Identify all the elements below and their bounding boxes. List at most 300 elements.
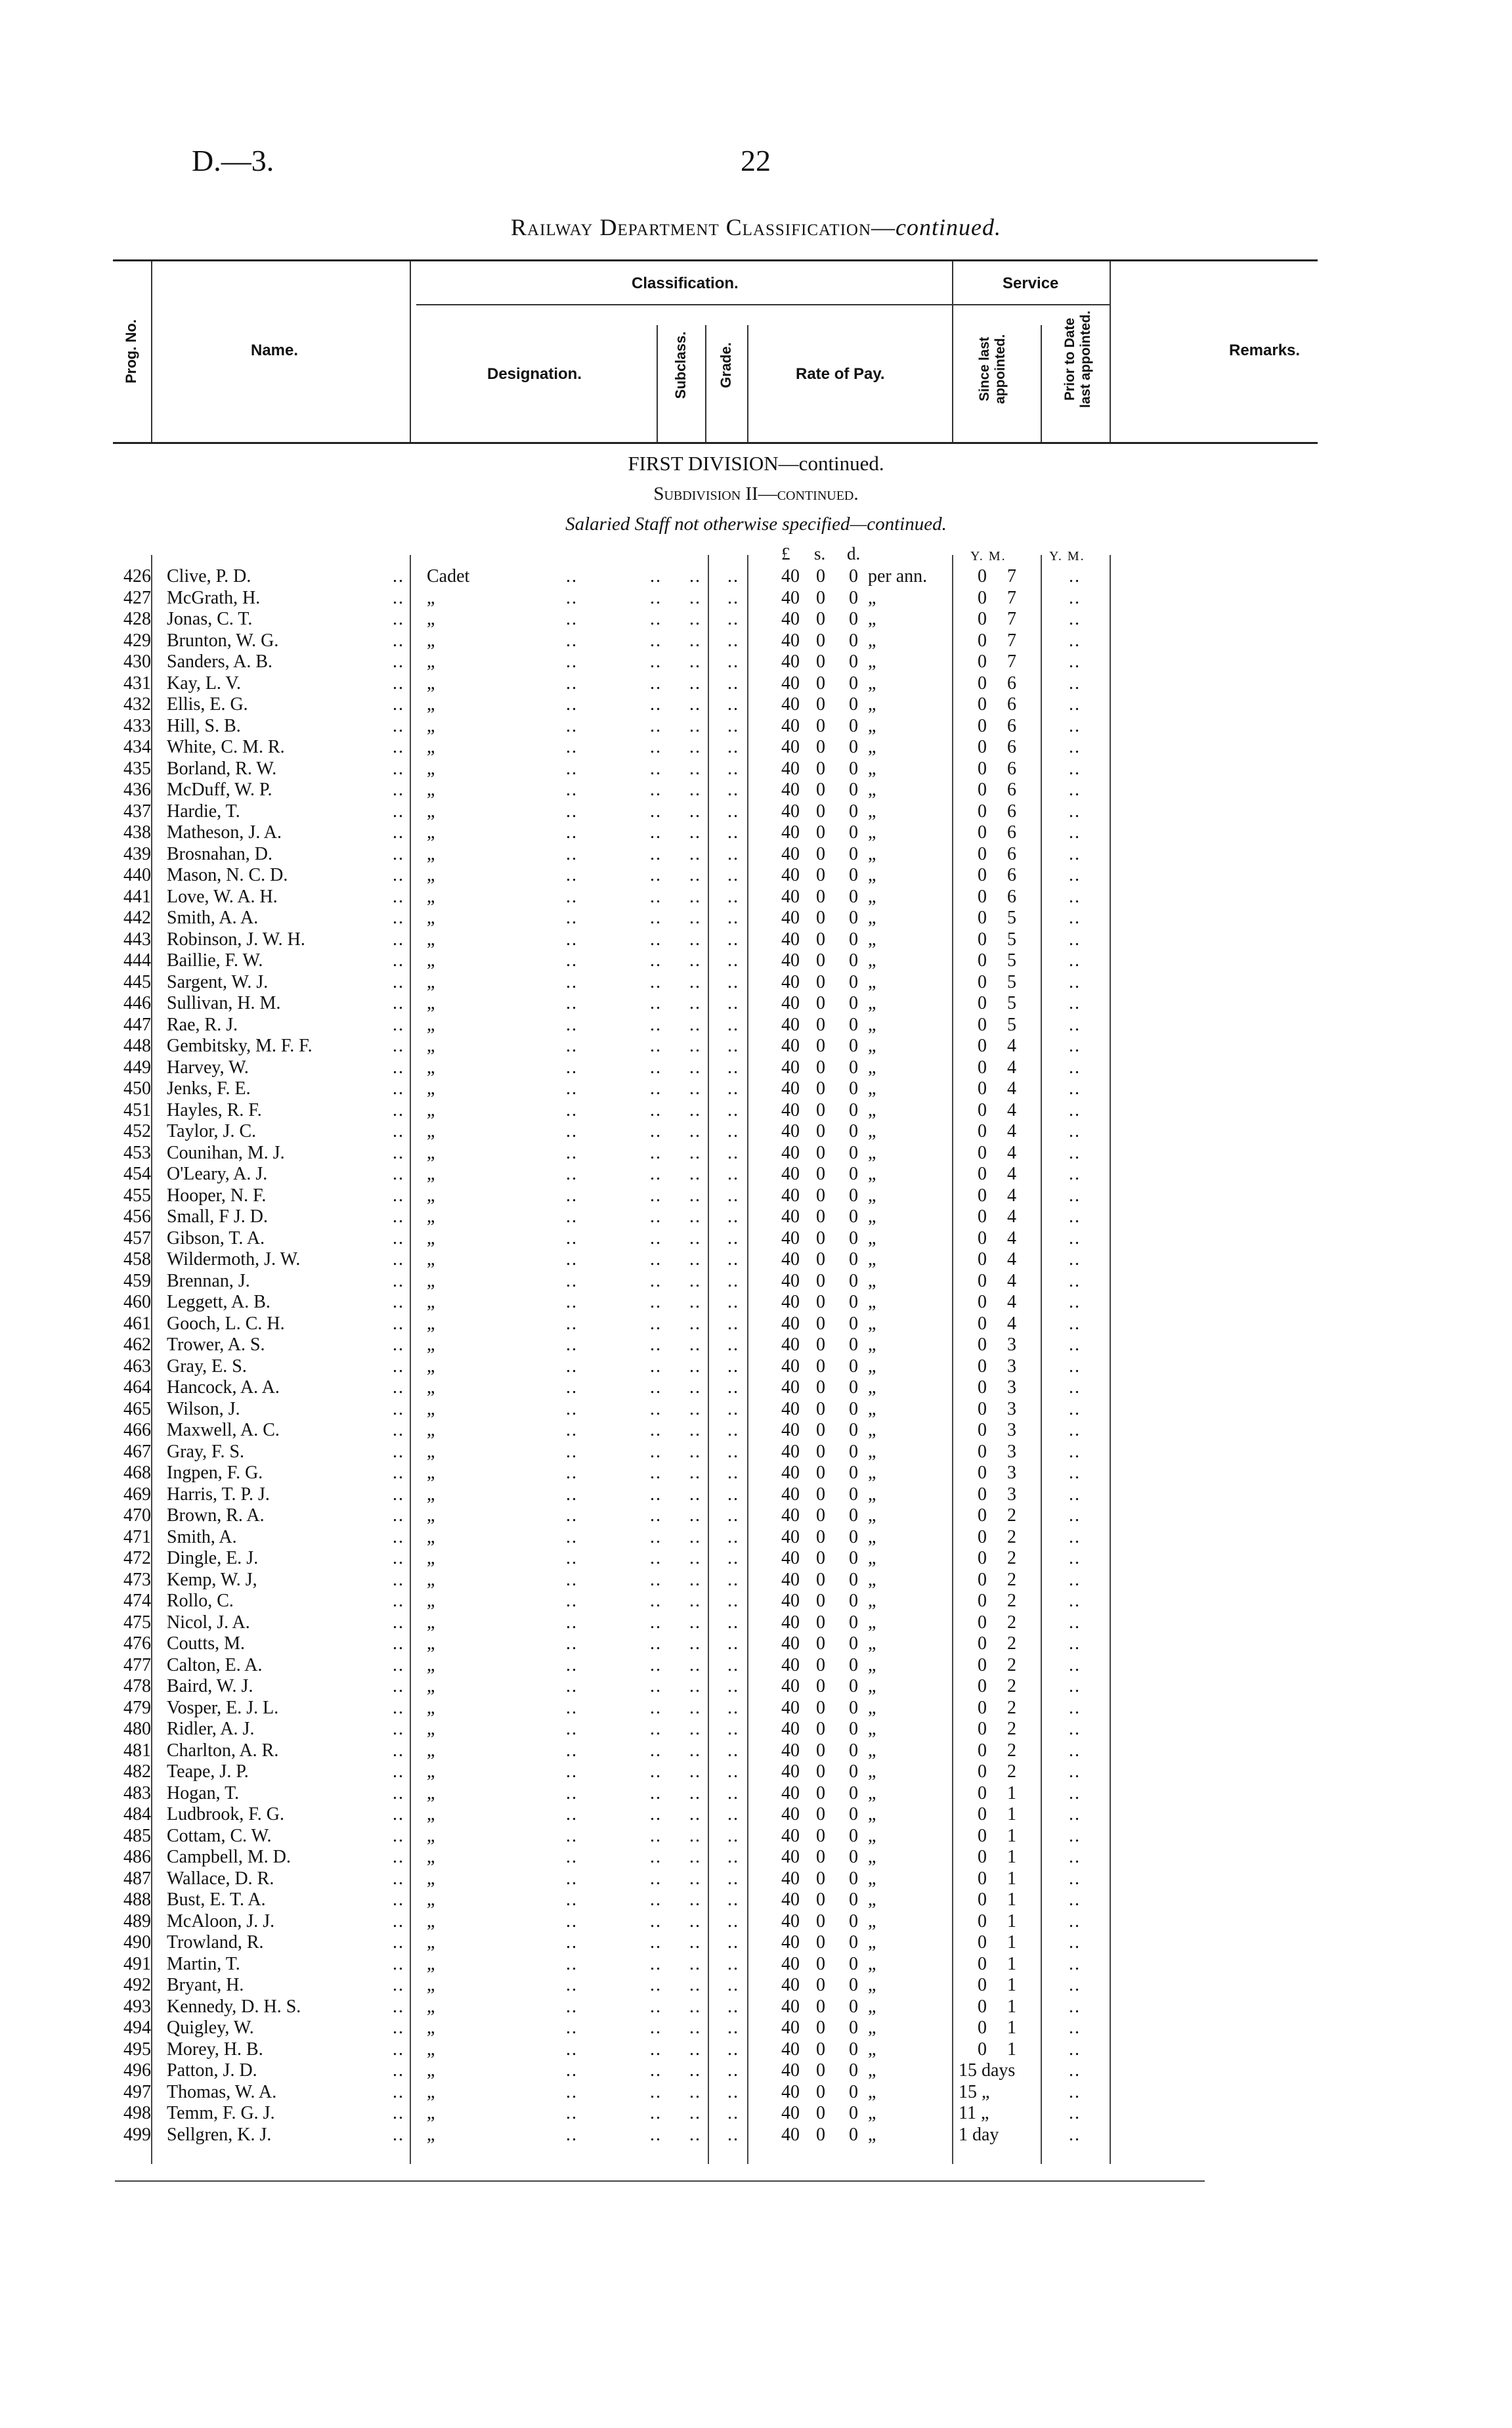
pay-ditto: „	[868, 865, 876, 885]
service-years: 0	[978, 609, 987, 629]
grade-cell: ..	[727, 1227, 739, 1248]
leader-dots: ..	[393, 971, 404, 992]
pay-ditto: „	[868, 2039, 876, 2060]
service-years: 0	[978, 1526, 987, 1547]
designation: „	[427, 1825, 435, 1846]
pay-pence: 0	[849, 1270, 858, 1291]
prior-service: ..	[1069, 2039, 1081, 2060]
subclass-cell: ..	[689, 1975, 701, 1995]
service-years: 0	[978, 1569, 987, 1590]
designation: „	[427, 801, 435, 822]
service-years: 0	[978, 1847, 987, 1867]
pay-shillings: 0	[816, 1099, 825, 1120]
service-years: 0	[978, 1654, 987, 1675]
leader-dots: ..	[393, 1761, 404, 1782]
designation: „	[427, 1057, 435, 1078]
staff-name: Kemp, W. J,	[167, 1569, 257, 1590]
service-months: 5	[1007, 993, 1016, 1013]
prior-service: ..	[1069, 1206, 1081, 1227]
service-years: 0	[978, 1953, 987, 1974]
subclass-cell: ..	[689, 993, 701, 1013]
grade-cell: ..	[727, 1953, 739, 1974]
leader-dots: ..	[650, 1078, 662, 1099]
grade-cell: ..	[727, 1761, 739, 1782]
prog-no: 455	[123, 1185, 151, 1206]
prior-service: ..	[1069, 2103, 1081, 2123]
pay-ditto: „	[868, 1142, 876, 1163]
subclass-cell: ..	[689, 630, 701, 651]
table-row	[0, 1292, 1512, 1313]
prior-service: ..	[1069, 1719, 1081, 1739]
staff-name: Nicol, J. A.	[167, 1612, 250, 1633]
staff-name: Campbell, M. D.	[167, 1847, 291, 1867]
pay-pounds: 40	[781, 929, 800, 950]
pay-pence: 0	[849, 1227, 858, 1248]
pay-shillings: 0	[816, 1804, 825, 1824]
staff-name: Patton, J. D.	[167, 2060, 257, 2081]
pay-pounds: 40	[781, 1633, 800, 1654]
pay-pence: 0	[849, 1612, 858, 1633]
leader-dots: ..	[566, 950, 578, 971]
prior-service: ..	[1069, 1078, 1081, 1099]
designation: „	[427, 1078, 435, 1099]
staff-name: Ridler, A. J.	[167, 1719, 255, 1739]
prior-service: ..	[1069, 1889, 1081, 1910]
grade-cell: ..	[727, 865, 739, 885]
service-months: 6	[1007, 886, 1016, 907]
pay-pounds: 40	[781, 1356, 800, 1377]
service-years: 0	[978, 908, 987, 928]
pay-pence: 0	[849, 1953, 858, 1974]
grade-cell: ..	[727, 1185, 739, 1206]
grade-cell: ..	[727, 609, 739, 629]
leader-dots: ..	[650, 715, 662, 736]
pay-pounds: 40	[781, 715, 800, 736]
leader-dots: ..	[650, 1249, 662, 1269]
pay-pence: 0	[849, 2039, 858, 2060]
designation: „	[427, 1633, 435, 1654]
prior-service: ..	[1069, 1249, 1081, 1269]
pay-ditto: „	[868, 1996, 876, 2017]
staff-name: Gray, E. S.	[167, 1356, 247, 1377]
pay-pence: 0	[849, 843, 858, 864]
service-years: 0	[978, 2039, 987, 2060]
leader-dots: ..	[650, 1356, 662, 1377]
pay-shillings: 0	[816, 1142, 825, 1163]
table-row	[0, 1975, 1512, 1997]
designation: „	[427, 1569, 435, 1590]
pay-pounds: 40	[781, 1825, 800, 1846]
table-row	[0, 651, 1512, 673]
pay-ditto: „	[868, 737, 876, 757]
pay-pounds: 40	[781, 993, 800, 1013]
leader-dots: ..	[393, 1953, 404, 1974]
leader-dots: ..	[566, 1612, 578, 1633]
table-row	[0, 1463, 1512, 1484]
pay-pence: 0	[849, 2124, 858, 2145]
designation: „	[427, 1313, 435, 1334]
pay-shillings: 0	[816, 1569, 825, 1590]
pay-pounds: 40	[781, 1335, 800, 1355]
service-years: 0	[978, 971, 987, 992]
remarks-header: Remarks.	[1229, 342, 1301, 359]
grade-cell: ..	[727, 1868, 739, 1889]
leader-dots: ..	[650, 1996, 662, 2017]
leader-dots: ..	[566, 1676, 578, 1696]
subclass-cell: ..	[689, 822, 701, 843]
service-years: 0	[978, 673, 987, 694]
pay-shillings: 0	[816, 2018, 825, 2038]
grade-cell: ..	[727, 1057, 739, 1078]
prior-service: ..	[1069, 737, 1081, 757]
subclass-cell: ..	[689, 1591, 701, 1611]
service-days: 15 days	[959, 2060, 1016, 2081]
prior-service: ..	[1069, 1953, 1081, 1974]
leader-dots: ..	[393, 822, 404, 843]
pay-pounds: 40	[781, 1441, 800, 1462]
table-row	[0, 844, 1512, 866]
leader-dots: ..	[393, 1441, 404, 1462]
service-years: 0	[978, 801, 987, 822]
leader-dots: ..	[566, 1932, 578, 1953]
designation: „	[427, 1164, 435, 1184]
prior-service: ..	[1069, 758, 1081, 779]
pay-shillings: 0	[816, 715, 825, 736]
service-years: 0	[978, 1249, 987, 1269]
prior-service: ..	[1069, 780, 1081, 800]
leader-dots: ..	[393, 1612, 404, 1633]
grade-cell: ..	[727, 1697, 739, 1718]
prior-service: ..	[1069, 1782, 1081, 1803]
prior-service: ..	[1069, 1804, 1081, 1824]
leader-dots: ..	[393, 715, 404, 736]
grade-cell: ..	[727, 1249, 739, 1269]
pay-pence: 0	[849, 651, 858, 672]
prior-service: ..	[1069, 929, 1081, 950]
leader-dots: ..	[393, 1889, 404, 1910]
prog-no: 443	[123, 929, 151, 950]
leader-dots: ..	[650, 1505, 662, 1526]
pay-shillings: 0	[816, 1825, 825, 1846]
service-years: 0	[978, 843, 987, 864]
subclass-cell: ..	[689, 2018, 701, 2038]
leader-dots: ..	[566, 2039, 578, 2060]
subclass-cell: ..	[689, 2103, 701, 2123]
grade-cell: ..	[727, 737, 739, 757]
service-years: 0	[978, 1975, 987, 1995]
service-years: 0	[978, 1463, 987, 1483]
pay-ditto: „	[868, 1740, 876, 1761]
prior-service: ..	[1069, 566, 1081, 586]
designation: „	[427, 1697, 435, 1718]
service-years: 0	[978, 1036, 987, 1056]
leader-dots: ..	[566, 886, 578, 907]
staff-name: Ingpen, F. G.	[167, 1463, 263, 1483]
pay-pence: 0	[849, 886, 858, 907]
subclass-cell: ..	[689, 1740, 701, 1761]
pay-pounds: 40	[781, 1654, 800, 1675]
service-years: 0	[978, 737, 987, 757]
leader-dots: ..	[650, 1185, 662, 1206]
pay-shillings: 0	[816, 865, 825, 885]
subclass-cell: ..	[689, 1996, 701, 2017]
title-continued: continued.	[896, 214, 1001, 240]
leader-dots: ..	[650, 1463, 662, 1483]
service-months: 2	[1007, 1654, 1016, 1675]
designation: „	[427, 993, 435, 1013]
leader-dots: ..	[393, 1227, 404, 1248]
service-months: 6	[1007, 673, 1016, 694]
prog-no: 448	[123, 1036, 151, 1056]
leader-dots: ..	[566, 801, 578, 822]
table-row	[0, 566, 1512, 588]
pay-pence: 0	[849, 609, 858, 629]
grade-cell: ..	[727, 694, 739, 715]
leader-dots: ..	[650, 1719, 662, 1739]
table-row	[0, 1036, 1512, 1057]
designation: „	[427, 1782, 435, 1803]
prog-no: 463	[123, 1356, 151, 1377]
pay-pence: 0	[849, 1868, 858, 1889]
leader-dots: ..	[650, 1484, 662, 1505]
leader-dots: ..	[650, 587, 662, 608]
grade-cell: ..	[727, 1548, 739, 1568]
service-months: 4	[1007, 1164, 1016, 1184]
leader-dots: ..	[393, 1036, 404, 1056]
leader-dots: ..	[650, 1398, 662, 1419]
pay-pence: 0	[849, 673, 858, 694]
leader-dots: ..	[650, 1676, 662, 1696]
leader-dots: ..	[393, 929, 404, 950]
pay-ditto: „	[868, 1591, 876, 1611]
pay-pounds: 40	[781, 1036, 800, 1056]
service-months: 1	[1007, 1782, 1016, 1803]
unit-pounds: £	[781, 544, 790, 563]
staff-name: Robinson, J. W. H.	[167, 929, 305, 950]
prog-no: 496	[123, 2060, 151, 2081]
service-years: 0	[978, 1185, 987, 1206]
prog-no: 478	[123, 1676, 151, 1696]
service-months: 1	[1007, 2039, 1016, 2060]
service-months: 1	[1007, 1847, 1016, 1867]
pay-pence: 0	[849, 971, 858, 992]
pay-pence: 0	[849, 630, 858, 651]
pay-pence: 0	[849, 950, 858, 971]
leader-dots: ..	[393, 609, 404, 629]
leader-dots: ..	[650, 630, 662, 651]
pay-ditto: „	[868, 1249, 876, 1269]
grade-cell: ..	[727, 1804, 739, 1824]
leader-dots: ..	[566, 1697, 578, 1718]
unit-pence: d.	[847, 544, 861, 563]
prior-service: ..	[1069, 1910, 1081, 1931]
prog-no: 459	[123, 1270, 151, 1291]
prog-no: 487	[123, 1868, 151, 1889]
pay-ditto: „	[868, 780, 876, 800]
table-row	[0, 1335, 1512, 1356]
table-row	[0, 1761, 1512, 1783]
pay-ditto: „	[868, 993, 876, 1013]
pay-shillings: 0	[816, 971, 825, 992]
leader-dots: ..	[566, 1185, 578, 1206]
prior-service: ..	[1069, 865, 1081, 885]
staff-name: O'Leary, A. J.	[167, 1164, 268, 1184]
table-row	[0, 1740, 1512, 1762]
table-row	[0, 780, 1512, 801]
leader-dots: ..	[566, 1591, 578, 1611]
service-years: 0	[978, 1889, 987, 1910]
service-years: 0	[978, 1292, 987, 1312]
pay-pence: 0	[849, 1782, 858, 1803]
pay-shillings: 0	[816, 1227, 825, 1248]
leader-dots: ..	[566, 566, 578, 586]
leader-dots: ..	[393, 673, 404, 694]
grade-cell: ..	[727, 1591, 739, 1611]
leader-dots: ..	[650, 694, 662, 715]
leader-dots: ..	[566, 1526, 578, 1547]
pay-ditto: „	[868, 758, 876, 779]
leader-dots: ..	[650, 1377, 662, 1398]
designation: „	[427, 1014, 435, 1035]
service-months: 2	[1007, 1526, 1016, 1547]
designation: „	[427, 1868, 435, 1889]
prior-service: ..	[1069, 694, 1081, 715]
subclass-cell: ..	[689, 1206, 701, 1227]
prior-service: ..	[1069, 651, 1081, 672]
pay-shillings: 0	[816, 1484, 825, 1505]
prior-service: ..	[1069, 1526, 1081, 1547]
prog-no: 442	[123, 908, 151, 928]
unit-ym-since: Y. M.	[970, 549, 1006, 563]
leader-dots: ..	[393, 1910, 404, 1931]
subclass-cell: ..	[689, 780, 701, 800]
leader-dots: ..	[393, 1825, 404, 1846]
staff-name: Taylor, J. C.	[167, 1121, 257, 1141]
designation: „	[427, 737, 435, 757]
pay-pounds: 40	[781, 1591, 800, 1611]
prior-service: ..	[1069, 1825, 1081, 1846]
col-divider	[747, 325, 748, 442]
leader-dots: ..	[650, 886, 662, 907]
leader-dots: ..	[393, 1740, 404, 1761]
leader-dots: ..	[393, 1719, 404, 1739]
designation: „	[427, 1121, 435, 1141]
staff-name: Counihan, M. J.	[167, 1142, 285, 1163]
prior-service: ..	[1069, 587, 1081, 608]
leader-dots: ..	[393, 1804, 404, 1824]
leader-dots: ..	[393, 2103, 404, 2123]
service-months: 1	[1007, 1804, 1016, 1824]
pay-pence: 0	[849, 1185, 858, 1206]
leader-dots: ..	[650, 1761, 662, 1782]
staff-name: McAloon, J. J.	[167, 1910, 275, 1931]
leader-dots: ..	[393, 630, 404, 651]
staff-name: Mason, N. C. D.	[167, 865, 288, 885]
pay-ditto: „	[868, 1505, 876, 1526]
staff-heading: Salaried Staff not otherwise specified—continued.	[565, 514, 947, 535]
staff-name: Ellis, E. G.	[167, 694, 248, 715]
prior-service: ..	[1069, 886, 1081, 907]
designation-header: Designation.	[487, 365, 582, 383]
service-years: 0	[978, 566, 987, 586]
pay-shillings: 0	[816, 780, 825, 800]
leader-dots: ..	[566, 971, 578, 992]
prior-service: ..	[1069, 1633, 1081, 1654]
pay-ditto: „	[868, 1036, 876, 1056]
staff-name: Charlton, A. R.	[167, 1740, 279, 1761]
leader-dots: ..	[393, 1356, 404, 1377]
table-row	[0, 1633, 1512, 1655]
service-years: 0	[978, 929, 987, 950]
pay-pounds: 40	[781, 1078, 800, 1099]
grade-cell: ..	[727, 1313, 739, 1334]
pay-pounds: 40	[781, 1569, 800, 1590]
leader-dots: ..	[650, 843, 662, 864]
leader-dots: ..	[650, 737, 662, 757]
pay-pounds: 40	[781, 1270, 800, 1291]
table-row	[0, 2082, 1512, 2104]
leader-dots: ..	[393, 2018, 404, 2038]
pay-shillings: 0	[816, 673, 825, 694]
leader-dots: ..	[566, 1569, 578, 1590]
prog-no: 461	[123, 1313, 151, 1334]
prior-service: ..	[1069, 1761, 1081, 1782]
prog-no: 453	[123, 1142, 151, 1163]
table-row	[0, 801, 1512, 823]
table-row	[0, 2018, 1512, 2039]
service-months: 3	[1007, 1441, 1016, 1462]
leader-dots: ..	[650, 1825, 662, 1846]
pay-pounds: 40	[781, 1249, 800, 1269]
service-years: 0	[978, 1313, 987, 1334]
leader-dots: ..	[650, 1099, 662, 1120]
service-months: 2	[1007, 1740, 1016, 1761]
prior-service: ..	[1069, 1847, 1081, 1867]
staff-name: Trower, A. S.	[167, 1335, 265, 1355]
staff-name: Baird, W. J.	[167, 1676, 253, 1696]
pay-ditto: „	[868, 2103, 876, 2123]
designation: „	[427, 2103, 435, 2123]
subclass-cell: ..	[689, 1910, 701, 1931]
subclass-cell: ..	[689, 1847, 701, 1867]
service-years: 0	[978, 1740, 987, 1761]
service-months: 2	[1007, 1612, 1016, 1633]
pay-ditto: „	[868, 2060, 876, 2081]
pay-pounds: 40	[781, 1548, 800, 1568]
subclass-cell: ..	[689, 1335, 701, 1355]
prog-no: 469	[123, 1484, 151, 1505]
table-row	[0, 1932, 1512, 1954]
subclass-cell: ..	[689, 1612, 701, 1633]
pay-ditto: „	[868, 1569, 876, 1590]
subclass-cell: ..	[689, 950, 701, 971]
table-row	[0, 694, 1512, 716]
table-row	[0, 1356, 1512, 1378]
subclass-cell: ..	[689, 1270, 701, 1291]
pay-pence: 0	[849, 1719, 858, 1739]
prog-no-header: Prog. No.	[123, 319, 139, 384]
leader-dots: ..	[393, 1014, 404, 1035]
designation: „	[427, 971, 435, 992]
pay-ditto: „	[868, 1292, 876, 1312]
pay-pounds: 40	[781, 1398, 800, 1419]
staff-name: Brennan, J.	[167, 1270, 250, 1291]
designation: „	[427, 673, 435, 694]
service-years: 0	[978, 1761, 987, 1782]
pay-pounds: 40	[781, 2081, 800, 2102]
table-row	[0, 1548, 1512, 1570]
designation: „	[427, 1548, 435, 1568]
